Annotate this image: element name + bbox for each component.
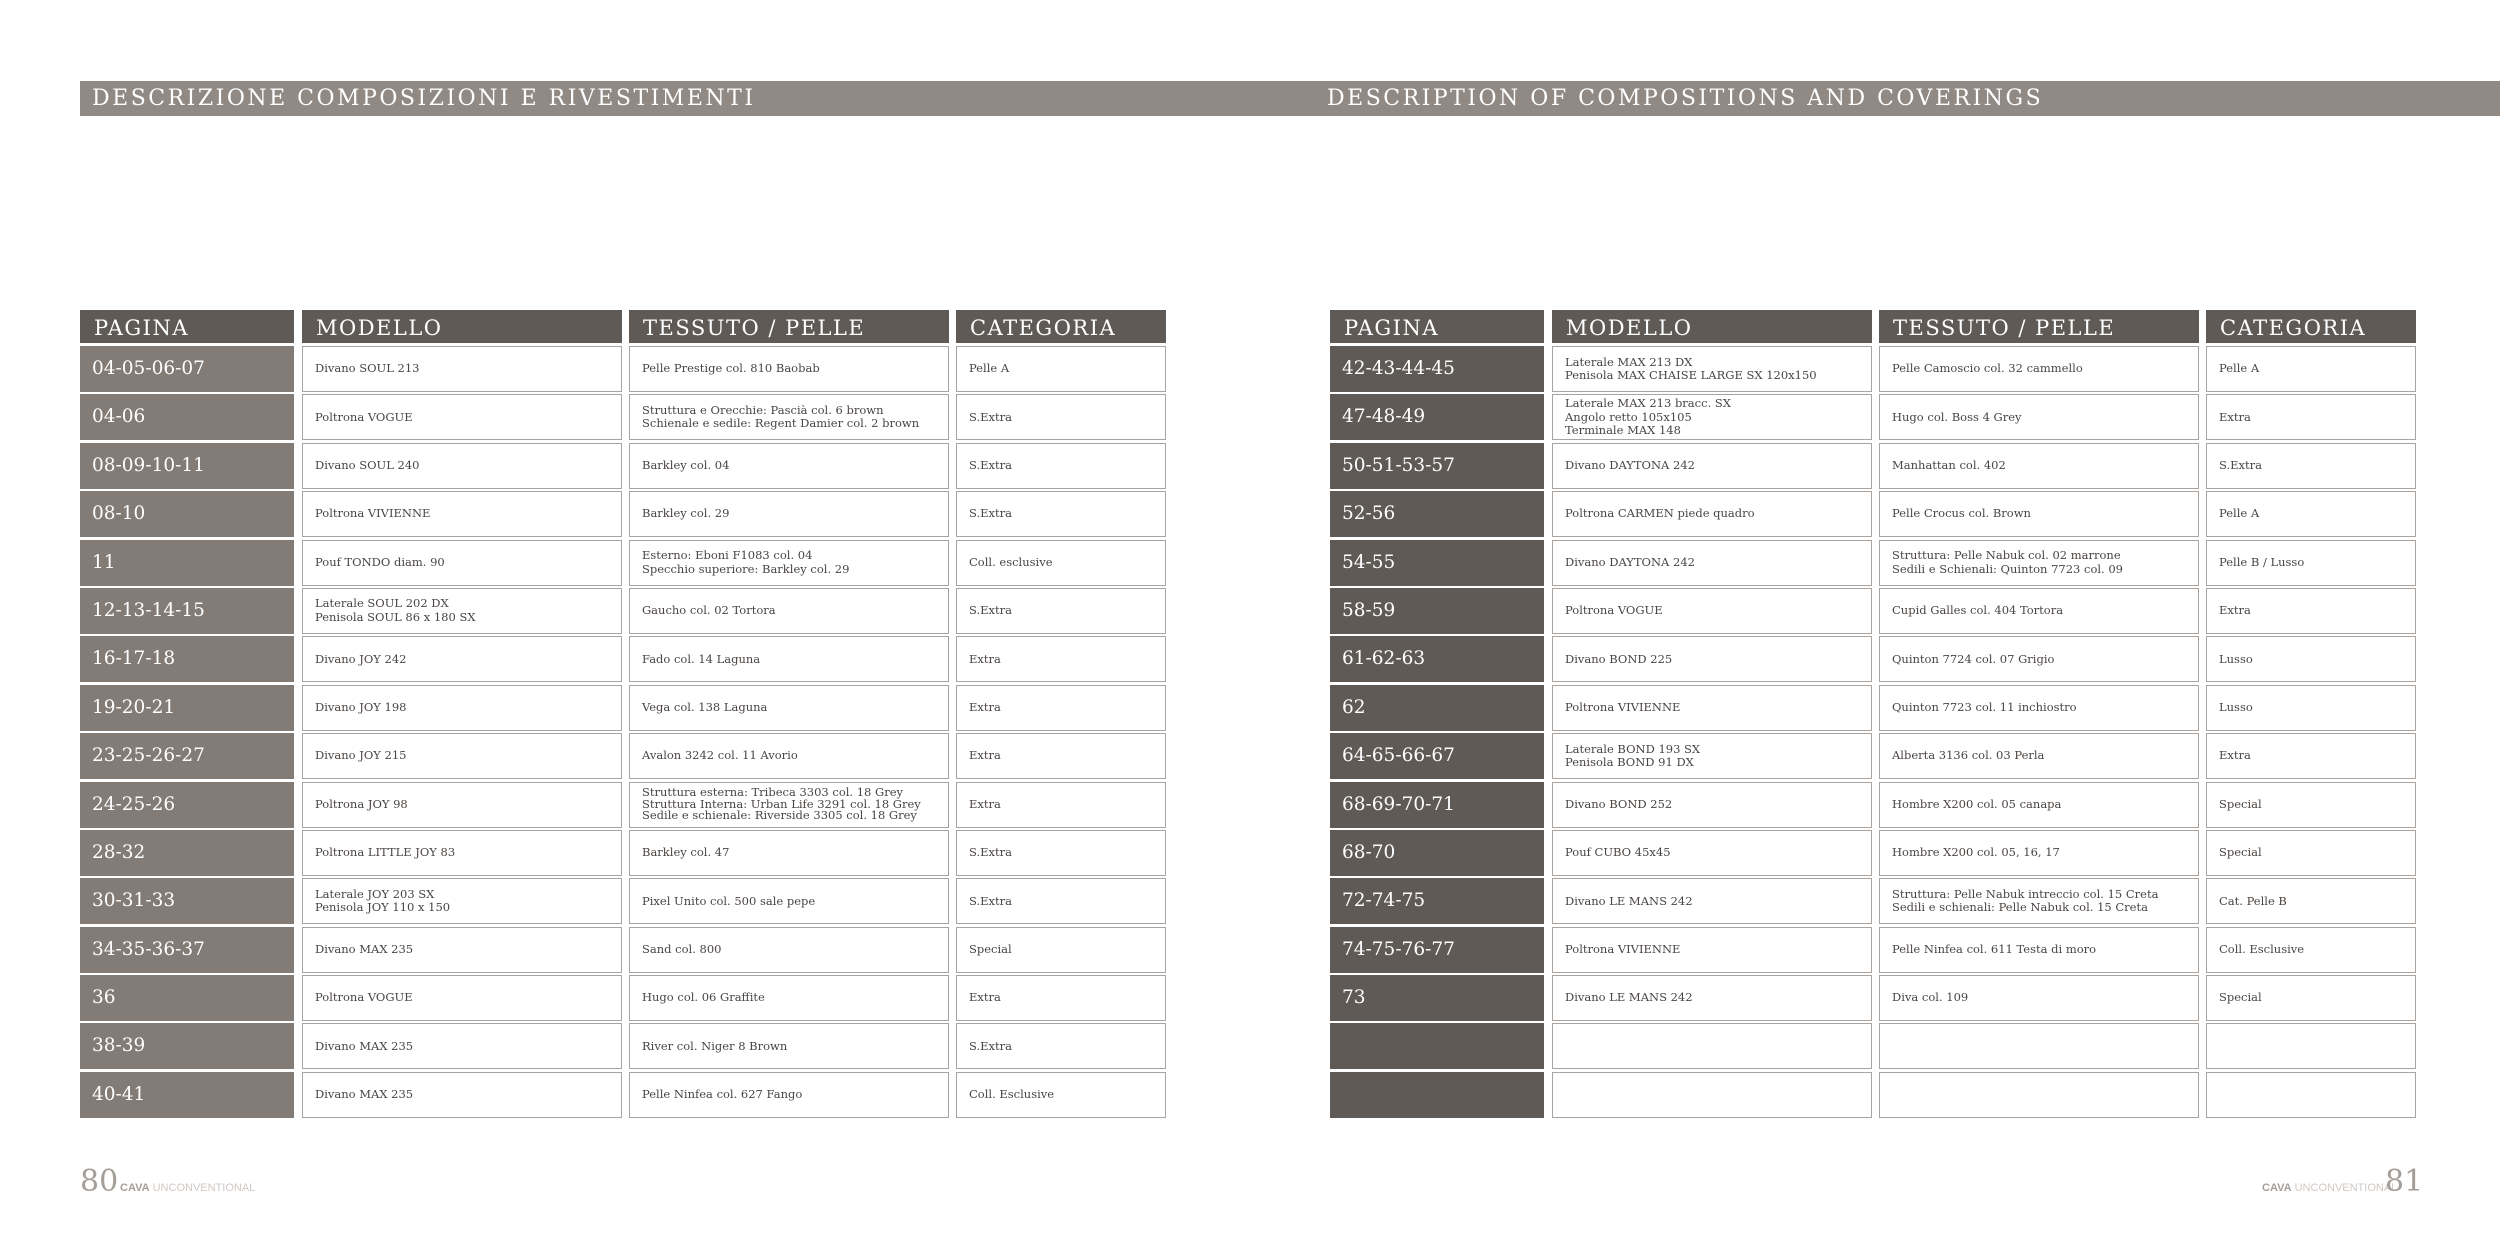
modello-line: Terminale MAX 148 [1565,423,1681,438]
categoria-cell [956,1023,1166,1069]
categoria-value: Coll. esclusive [969,554,1053,569]
tessuto-line: Quinton 7723 col. 11 inchiostro [1892,699,2077,714]
pagina-cell: 19-20-21 [80,685,294,731]
brand-name: CAVA [2262,1182,2292,1194]
modello-column [302,310,622,1120]
modello-line: Laterale JOY 203 SX [315,886,435,901]
modello-line: Penisola MAX CHAISE LARGE SX 120x150 [1565,368,1817,382]
tessuto-cell [1879,394,2199,440]
modello-line: Divano MAX 235 [315,941,414,956]
pagina-cell: 38-39 [80,1023,294,1069]
modello-header: MODELLO [1552,310,1872,343]
tessuto-cell [629,346,949,392]
tessuto-cell [1879,1023,2199,1069]
categoria-cell [956,394,1166,440]
right-brand-logo [2262,1182,2397,1194]
categoria-cell [2206,927,2416,973]
modello-line: Poltrona VIVIENNE [315,506,431,521]
modello-cell [302,491,622,537]
modello-line: Divano MAX 235 [315,1038,414,1053]
tessuto-line: Struttura: Pelle Nabuk intreccio col. 15 Creta [1892,886,2159,901]
tessuto-line: Esterno: Eboni F1083 col. 04 [642,548,813,563]
tessuto-line: Quinton 7724 col. 07 Grigio [1892,651,2055,666]
modello-line: Divano SOUL 240 [315,458,420,473]
modello-line: Laterale MAX 213 bracc. SX [1565,396,1731,411]
modello-cell [302,685,622,731]
tessuto-cell [1879,588,2199,634]
pagina-cell [1330,1023,1544,1069]
categoria-value: S.Extra [969,409,1012,424]
tessuto-cell [629,1023,949,1069]
categoria-value: Special [969,941,1012,956]
pagina-cell: 61-62-63 [1330,636,1544,682]
categoria-cell [956,443,1166,489]
categoria-cell [2206,491,2416,537]
brand-tagline: UNCONVENTIONAL [2294,1182,2398,1194]
modello-line: Poltrona VOGUE [315,409,413,424]
tessuto-cell [1879,491,2199,537]
modello-cell [1552,346,1872,392]
tessuto-line: Pixel Unito col. 500 sale pepe [642,893,816,908]
pagina-cell: 68-69-70-71 [1330,782,1544,828]
modello-cell [1552,685,1872,731]
tessuto-line: Hombre X200 col. 05 canapa [1892,796,2062,811]
tessuto-line: Sedili e schienali: Pelle Nabuk col. 15 Creta [1892,900,2148,915]
pagina-cell: 24-25-26 [80,782,294,828]
pagina-cell: 28-32 [80,830,294,876]
modello-cell [302,733,622,779]
categoria-cell [2206,394,2416,440]
tessuto-line: Vega col. 138 Laguna [642,699,768,714]
categoria-cell [2206,346,2416,392]
tessuto-cell [629,1072,949,1118]
pagina-cell: 73 [1330,975,1544,1021]
modello-cell [1552,830,1872,876]
pagina-cell: 11 [80,540,294,586]
categoria-cell [2206,540,2416,586]
pagina-header: PAGINA [1330,310,1544,343]
pagina-cell: 04-06 [80,394,294,440]
left-table [80,310,1166,1128]
modello-cell [1552,733,1872,779]
pagina-cell: 16-17-18 [80,636,294,682]
modello-cell [1552,927,1872,973]
tessuto-header: TESSUTO / PELLE [629,310,949,343]
modello-line: Divano DAYTONA 242 [1565,554,1695,569]
categoria-column [2206,310,2416,1120]
modello-line: Poltrona LITTLE JOY 83 [315,845,456,860]
categoria-cell [2206,1023,2416,1069]
categoria-header: CATEGORIA [2206,310,2416,343]
categoria-value: Special [2219,796,2262,811]
categoria-cell [956,975,1166,1021]
tessuto-line: Struttura Interna: Urban Life 3291 col. 18 Grey [642,796,921,811]
modello-cell [302,540,622,586]
tessuto-cell [1879,782,2199,828]
tessuto-cell [629,443,949,489]
modello-cell [302,782,622,828]
categoria-cell [2206,733,2416,779]
categoria-cell [2206,830,2416,876]
categoria-value: Extra [969,748,1001,763]
tessuto-line: Struttura: Pelle Nabuk col. 02 marrone [1892,548,2121,563]
categoria-cell [2206,878,2416,924]
tessuto-cell [1879,540,2199,586]
tessuto-cell [629,394,949,440]
categoria-value: Extra [2219,748,2251,763]
pagina-cell: 68-70 [1330,830,1544,876]
modello-header: MODELLO [302,310,622,343]
pagina-cell: 12-13-14-15 [80,588,294,634]
tessuto-line: Barkley col. 47 [642,845,730,860]
categoria-cell [956,927,1166,973]
modello-cell [302,927,622,973]
tessuto-line: Gaucho col. 02 Tortora [642,603,776,618]
pagina-cell: 36 [80,975,294,1021]
categoria-value: Cat. Pelle B [2219,893,2287,908]
tessuto-line: Schienale e sedile: Regent Damier col. 2 brown [642,416,920,431]
categoria-cell [956,491,1166,537]
tessuto-line: Alberta 3136 col. 03 Perla [1892,748,2045,763]
tessuto-cell [1879,636,2199,682]
tessuto-header: TESSUTO / PELLE [1879,310,2199,343]
modello-line: Divano LE MANS 242 [1565,893,1693,908]
tessuto-line: Manhattan col. 402 [1892,458,2006,473]
modello-line: Penisola BOND 91 DX [1565,755,1694,770]
modello-line: Divano DAYTONA 242 [1565,458,1695,473]
categoria-cell [956,733,1166,779]
pagina-cell [1330,1072,1544,1118]
tessuto-line: Barkley col. 29 [642,506,730,521]
modello-line: Poltrona VOGUE [315,990,413,1005]
categoria-value: Special [2219,845,2262,860]
brand-name: CAVA [120,1182,150,1194]
tessuto-line: Pelle Prestige col. 810 Baobab [642,361,820,376]
modello-line: Pouf TONDO diam. 90 [315,554,445,569]
categoria-value: Pelle A [2219,506,2260,521]
tessuto-cell [1879,830,2199,876]
right-table [1330,310,2416,1128]
tessuto-line: Barkley col. 04 [642,458,730,473]
modello-cell [302,394,622,440]
modello-cell [302,443,622,489]
left-page-number: 80 [80,1164,119,1199]
modello-line: Divano JOY 242 [315,651,407,666]
pagina-cell: 04-05-06-07 [80,346,294,392]
modello-cell [302,830,622,876]
modello-cell [1552,443,1872,489]
modello-line: Divano JOY 215 [315,748,407,763]
categoria-cell [956,782,1166,828]
categoria-cell [956,878,1166,924]
tessuto-line: Diva col. 109 [1892,990,1969,1005]
categoria-value: Coll. Esclusive [2219,941,2305,956]
categoria-value: S.Extra [969,893,1012,908]
pagina-cell: 62 [1330,685,1544,731]
tessuto-line: Specchio superiore: Barkley col. 29 [642,561,850,576]
pagina-cell: 08-10 [80,491,294,537]
tessuto-line: River col. Niger 8 Brown [642,1038,788,1053]
left-page-title: DESCRIZIONE COMPOSIZIONI E RIVESTIMENTI [92,86,756,111]
modello-cell [1552,878,1872,924]
categoria-cell [956,346,1166,392]
tessuto-cell [1879,1072,2199,1118]
modello-line: Poltrona VIVIENNE [1565,941,1681,956]
categoria-value: Pelle A [2219,361,2260,376]
pagina-cell: 64-65-66-67 [1330,733,1544,779]
modello-cell [302,1023,622,1069]
modello-cell [1552,782,1872,828]
pagina-cell: 08-09-10-11 [80,443,294,489]
categoria-cell [956,685,1166,731]
modello-line: Divano BOND 225 [1565,651,1673,666]
categoria-value: Extra [2219,409,2251,424]
pagina-cell: 72-74-75 [1330,878,1544,924]
modello-line: Poltrona CARMEN piede quadro [1565,506,1755,521]
tessuto-line: Sedile e schienale: Riverside 3305 col. 18 Grey [642,808,917,823]
modello-cell [1552,394,1872,440]
modello-line: Laterale MAX 213 DX [1565,354,1693,369]
modello-line: Pouf CUBO 45x45 [1565,845,1671,860]
tessuto-line: Cupid Galles col. 404 Tortora [1892,603,2064,618]
categoria-cell [956,540,1166,586]
modello-cell [302,588,622,634]
modello-cell [1552,1023,1872,1069]
modello-line: Divano JOY 198 [315,699,407,714]
tessuto-line: Sedili e Schienali: Quinton 7723 col. 09 [1892,561,2123,576]
modello-cell [302,1072,622,1118]
pagina-cell: 74-75-76-77 [1330,927,1544,973]
pagina-cell: 50-51-53-57 [1330,443,1544,489]
pagina-cell: 34-35-36-37 [80,927,294,973]
modello-cell [302,636,622,682]
tessuto-line: Fado col. 14 Laguna [642,651,761,666]
categoria-value: S.Extra [969,506,1012,521]
tessuto-cell [1879,346,2199,392]
tessuto-cell [629,878,949,924]
categoria-cell [2206,975,2416,1021]
categoria-column [956,310,1166,1120]
categoria-value: Extra [2219,603,2251,618]
tessuto-cell [1879,878,2199,924]
tessuto-cell [629,685,949,731]
modello-line: Penisola JOY 110 x 150 [315,900,451,915]
tessuto-cell [629,636,949,682]
tessuto-line: Struttura e Orecchie: Pascià col. 6 brown [642,402,884,417]
pagina-cell: 40-41 [80,1072,294,1118]
modello-line: Poltrona VIVIENNE [1565,699,1681,714]
categoria-value: Extra [969,699,1001,714]
tessuto-cell [1879,443,2199,489]
categoria-value: Extra [969,796,1001,811]
categoria-value: S.Extra [2219,458,2262,473]
categoria-cell [956,636,1166,682]
modello-cell [1552,491,1872,537]
tessuto-cell [1879,733,2199,779]
right-page-title: DESCRIPTION OF COMPOSITIONS AND COVERINGS [1327,86,2044,111]
pagina-cell: 54-55 [1330,540,1544,586]
modello-cell [302,878,622,924]
modello-line: Divano SOUL 213 [315,361,420,376]
brand-tagline: UNCONVENTIONAL [152,1182,256,1194]
tessuto-cell [1879,685,2199,731]
pagina-header: PAGINA [80,310,294,343]
tessuto-line: Avalon 3242 col. 11 Avorio [642,748,798,763]
pagina-cell: 23-25-26-27 [80,733,294,779]
categoria-value: S.Extra [969,845,1012,860]
categoria-cell [2206,443,2416,489]
categoria-value: Pelle A [969,361,1010,376]
categoria-value: Extra [969,990,1001,1005]
pagina-column [1330,310,1544,1120]
categoria-cell [956,588,1166,634]
categoria-cell [956,830,1166,876]
pagina-cell: 47-48-49 [1330,394,1544,440]
tessuto-cell [629,588,949,634]
pagina-cell: 58-59 [1330,588,1544,634]
tessuto-cell [1879,975,2199,1021]
modello-line: Poltrona JOY 98 [315,796,408,811]
categoria-cell [2206,685,2416,731]
tessuto-cell [629,830,949,876]
categoria-cell [2206,1072,2416,1118]
tessuto-line: Sand col. 800 [642,941,722,956]
modello-line: Poltrona VOGUE [1565,603,1663,618]
categoria-value: Lusso [2219,651,2253,666]
categoria-header: CATEGORIA [956,310,1166,343]
categoria-value: S.Extra [969,458,1012,473]
tessuto-line: Pelle Crocus col. Brown [1892,506,2031,521]
tessuto-column [1879,310,2199,1120]
modello-cell [1552,588,1872,634]
modello-line: Divano BOND 252 [1565,796,1673,811]
right-page-number: 81 [2385,1164,2424,1199]
modello-line: Laterale SOUL 202 DX [315,596,449,611]
modello-line: Divano LE MANS 242 [1565,990,1693,1005]
tessuto-cell [1879,927,2199,973]
categoria-value: Lusso [2219,699,2253,714]
tessuto-cell [629,927,949,973]
categoria-value: Coll. Esclusive [969,1087,1055,1102]
left-brand-logo [120,1182,255,1194]
pagina-cell: 30-31-33 [80,878,294,924]
pagina-column [80,310,294,1120]
tessuto-line: Struttura esterna: Tribeca 3303 col. 18 Grey [642,785,904,800]
modello-line: Laterale BOND 193 SX [1565,741,1701,756]
categoria-value: S.Extra [969,603,1012,618]
modello-line: Angolo retto 105x105 [1565,409,1692,424]
categoria-cell [2206,636,2416,682]
tessuto-line: Hugo col. Boss 4 Grey [1892,409,2022,424]
modello-cell [302,346,622,392]
tessuto-line: Pelle Ninfea col. 611 Testa di moro [1892,941,2097,956]
tessuto-column [629,310,949,1120]
tessuto-line: Pelle Camoscio col. 32 cammello [1892,361,2083,376]
modello-line: Divano MAX 235 [315,1087,414,1102]
categoria-value: S.Extra [969,1038,1012,1053]
tessuto-line: Pelle Ninfea col. 627 Fango [642,1087,803,1102]
modello-line: Penisola SOUL 86 x 180 SX [315,609,476,624]
tessuto-line: Hombre X200 col. 05, 16, 17 [1892,845,2060,860]
pagina-cell: 42-43-44-45 [1330,346,1544,392]
modello-cell [302,975,622,1021]
tessuto-cell [629,491,949,537]
categoria-cell [2206,782,2416,828]
modello-cell [1552,975,1872,1021]
modello-cell [1552,636,1872,682]
categoria-value: Extra [969,651,1001,666]
categoria-value: Pelle B / Lusso [2219,554,2305,569]
tessuto-line: Hugo col. 06 Graffite [642,990,765,1005]
modello-cell [1552,1072,1872,1118]
tessuto-cell [629,975,949,1021]
tessuto-cell [629,782,949,828]
modello-column [1552,310,1872,1120]
categoria-cell [956,1072,1166,1118]
tessuto-cell [629,540,949,586]
tessuto-cell [629,733,949,779]
modello-cell [1552,540,1872,586]
pagina-cell: 52-56 [1330,491,1544,537]
categoria-value: Special [2219,990,2262,1005]
categoria-cell [2206,588,2416,634]
